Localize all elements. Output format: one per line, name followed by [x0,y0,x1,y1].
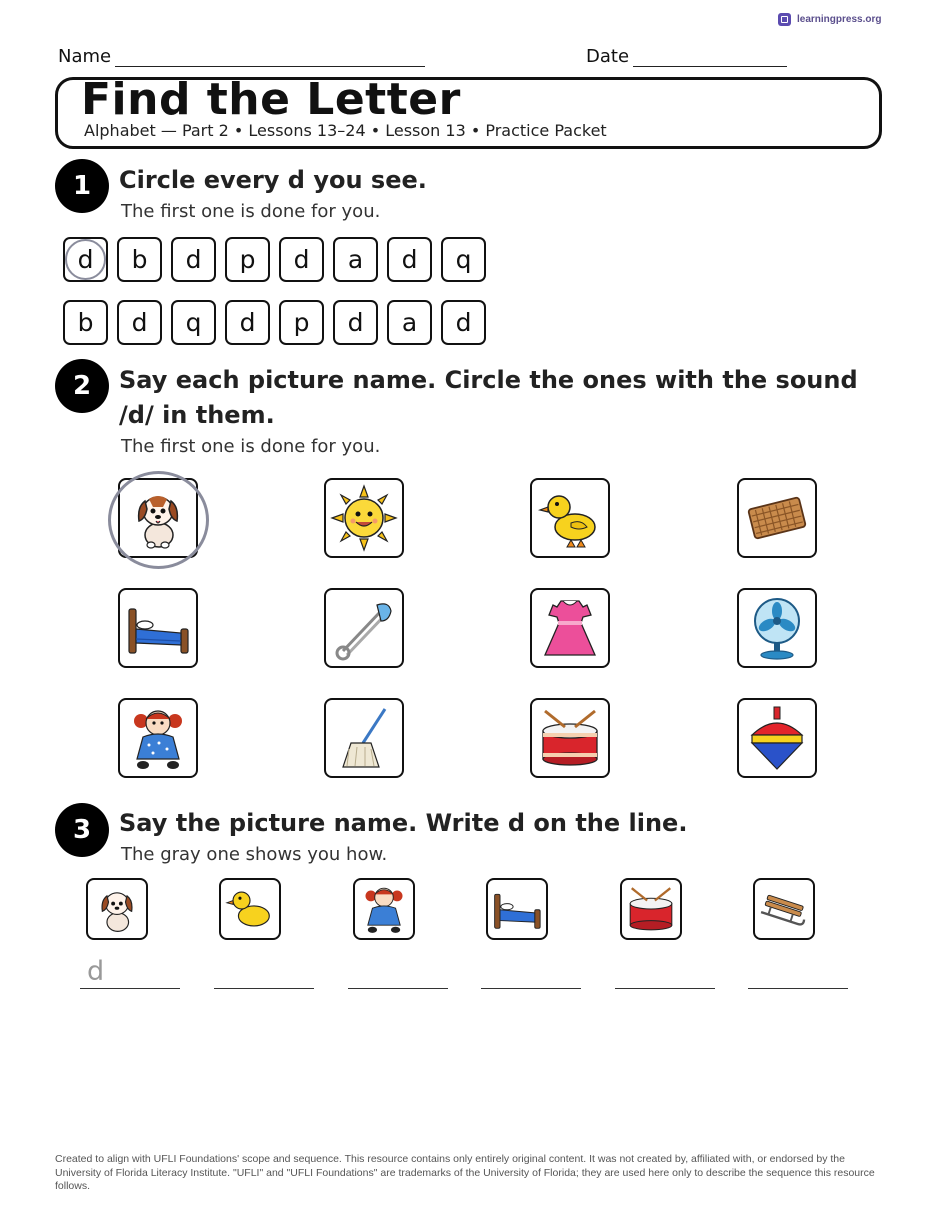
section-1-number: 1 [55,159,109,213]
date-field[interactable] [586,46,787,67]
section-1-hint: The first one is done for you. [121,201,381,222]
example-circle [108,471,209,569]
picture-sled[interactable] [753,878,815,940]
letter-box[interactable]: a [387,300,432,345]
letter-box[interactable]: d [171,237,216,282]
doll-icon [123,703,193,773]
brand[interactable] [778,13,881,26]
letter-box[interactable]: b [63,300,108,345]
write-line[interactable] [348,988,448,989]
date-line[interactable] [633,48,787,67]
section-2-hint: The first one is done for you. [121,436,381,457]
name-field[interactable] [58,46,425,67]
page-title: Find the Letter [81,74,461,125]
letter-box[interactable]: b [117,237,162,282]
example-answer: d [87,956,105,987]
write-line[interactable] [80,988,180,989]
dog-icon [90,882,144,936]
write-line[interactable] [748,988,848,989]
picture-dress[interactable] [530,588,610,668]
drum-icon [535,703,605,773]
picture-mop[interactable] [324,698,404,778]
bed-icon [123,593,193,663]
picture-dog[interactable] [86,878,148,940]
title-box [55,74,882,149]
write-line[interactable] [214,988,314,989]
doll-icon [357,882,411,936]
safety-pin-icon [329,593,399,663]
letter-box[interactable]: d [441,300,486,345]
picture-sun[interactable] [324,478,404,558]
sled-icon [757,882,811,936]
section-2-instruction: Say each picture name. Circle the ones with the sound /d/ in them. [119,366,858,429]
waffle-icon [742,483,812,553]
letter-box[interactable]: a [333,237,378,282]
date-label: Date [586,46,630,67]
picture-doll[interactable] [118,698,198,778]
section-3-number: 3 [55,803,109,857]
name-label: Name [58,46,112,67]
name-line[interactable] [115,48,425,67]
example-circle [65,239,106,280]
picture-waffle[interactable] [737,478,817,558]
section-1-instruction: Circle every d you see. [119,166,427,194]
letter-row-1 [63,237,486,282]
section-2-number: 2 [55,359,109,413]
letter-box[interactable]: d [63,237,108,282]
picture-safety-pin[interactable] [324,588,404,668]
picture-doll[interactable] [353,878,415,940]
picture-bed[interactable] [486,878,548,940]
letter-box[interactable]: d [387,237,432,282]
picture-duck[interactable] [530,478,610,558]
duck-icon [535,483,605,553]
letter-box[interactable]: q [441,237,486,282]
section-3-instruction: Say the picture name. Write d on the line. [119,809,688,837]
picture-duck[interactable] [219,878,281,940]
letter-box[interactable]: d [225,300,270,345]
letter-box[interactable]: q [171,300,216,345]
drum-icon [624,882,678,936]
fan-icon [742,593,812,663]
section-3-hint: The gray one shows you how. [121,844,388,865]
picture-bed[interactable] [118,588,198,668]
bed-icon [490,882,544,936]
write-line[interactable] [481,988,581,989]
dress-icon [535,593,605,663]
footer-disclaimer: Created to align with UFLI Foundations' scope and sequence. This resource contains only entirely original content. It was not created by, affiliated with, or endorsed by the University of Florida Literacy Institute. "UFLI" and "UFLI Foundations" are trademarks of the University of Florida; they are used here only to describe the sequence this resource follows. [55,1153,875,1192]
letter-box[interactable]: d [279,237,324,282]
mop-icon [329,703,399,773]
picture-top[interactable] [737,698,817,778]
letter-row-2 [63,300,486,345]
picture-drum[interactable] [530,698,610,778]
page-subtitle: Alphabet — Part 2 • Lessons 13–24 • Lesson 13 • Practice Packet [84,121,607,140]
sun-icon [329,483,399,553]
picture-dog[interactable] [118,478,198,558]
letter-box[interactable]: p [225,237,270,282]
letter-box[interactable]: d [333,300,378,345]
picture-drum[interactable] [620,878,682,940]
spinning-top-icon [742,703,812,773]
letter-box[interactable]: p [279,300,324,345]
letter-box[interactable]: d [117,300,162,345]
write-line[interactable] [615,988,715,989]
picture-fan[interactable] [737,588,817,668]
brand-text: learningpress.org [797,14,882,25]
duck-icon [223,882,277,936]
brand-logo-icon [778,13,791,26]
name-date-row [58,46,788,70]
